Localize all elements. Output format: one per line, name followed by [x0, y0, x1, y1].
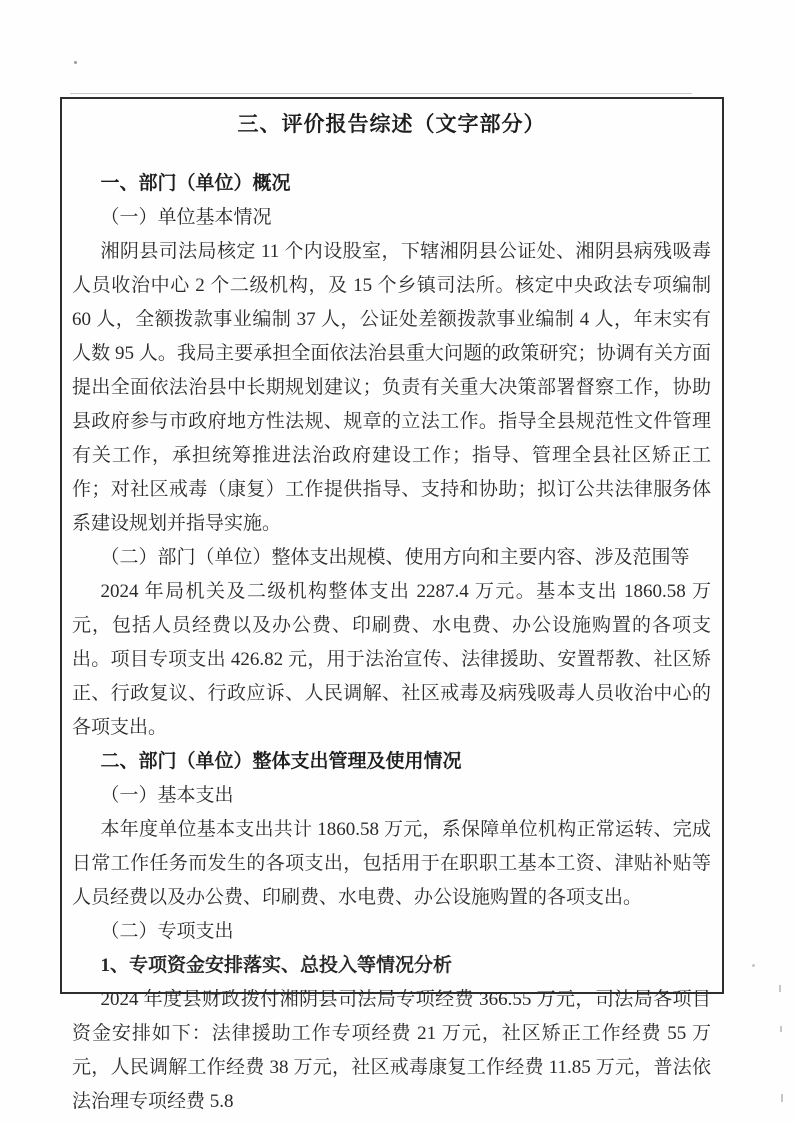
paragraph-basic-expenditure: 本年度单位基本支出共计 1860.58 万元，系保障单位机构正常运转、完成日常工作任务而发生的各项支出，包括用于在职职工基本工资、津贴补贴等人员经费以及办公费、印刷费、水电费、办公设施购置的各项支出。: [72, 819, 711, 908]
scan-edge-artifact: [780, 1026, 782, 1032]
paragraph-overall-expenditure: 2024 年局机关及二级机构整体支出 2287.4 万元。基本支出 1860.58 万元，包括人员经费以及办公费、印刷费、水电费、办公设施购置的各项支出。项目专项支出 426.82 元，用于法治宣传、法律援助、安置帮教、社区矫正、行政复议、行政应诉、人民调解、社区戒毒及病残吸毒人员收治中心的各项支出。: [72, 581, 711, 738]
document-body: [72, 167, 711, 1119]
scan-edge-artifact: [781, 1094, 783, 1102]
document-border-frame: [60, 97, 724, 1112]
paragraph-special-funds: 2024 年度县财政拨付湘阴县司法局专项经费 366.55 万元，司法局各项目资金安排如下：法律援助工作专项经费 21 万元，社区矫正工作经费 55 万元，人民调解工作经费 38 万元，社区戒毒康复工作经费 11.85 万元，普法依法治理专项经费 5.8: [72, 989, 711, 1112]
scan-speck: [74, 61, 77, 64]
scan-edge-artifact: [779, 985, 781, 992]
numbered-subheading-fund-arrangement: 1、专项资金安排落实、总投入等情况分析: [100, 955, 453, 976]
section-heading-2: 二、部门（单位）整体支出管理及使用情况: [100, 751, 462, 772]
subheading-special-expenditure: （二）专项支出: [100, 921, 234, 942]
section-heading-1: 一、部门（单位）概况: [100, 173, 291, 194]
document-title: 三、评价报告综述（文字部分）: [237, 113, 546, 136]
subheading-unit-basic-info: （一）单位基本情况: [100, 207, 272, 228]
paragraph-unit-overview: 湘阴县司法局核定 11 个内设股室，下辖湘阴县公证处、湘阴县病残吸毒人员收治中心 2 个二级机构，及 15 个乡镇司法所。核定中央政法专项编制 60 人，全额拨款事业编制 37 人，公证处差额拨款事业编制 4 人，年末实有人数 95 人。我局主要承担全面依法治县重大问题的政策研究；协调有关方面提出全面依法治县中长期规划建议；负责有关重大决策部署督察工作，协助县政府参与市政府地方性法规、规章的立法工作。指导全县规范性文件管理有关工作，承担统筹推进法治政府建设工作；指导、管理全县社区矫正工作；对社区戒毒（康复）工作提供指导、支持和协助；拟订公共法律服务体系建设规划并指导实施。: [72, 241, 711, 534]
subheading-basic-expenditure: （一）基本支出: [100, 785, 234, 806]
subheading-overall-expenditure-scope: （二）部门（单位）整体支出规模、使用方向和主要内容、涉及范围等: [100, 547, 690, 568]
scan-edge-artifact: [752, 964, 755, 967]
